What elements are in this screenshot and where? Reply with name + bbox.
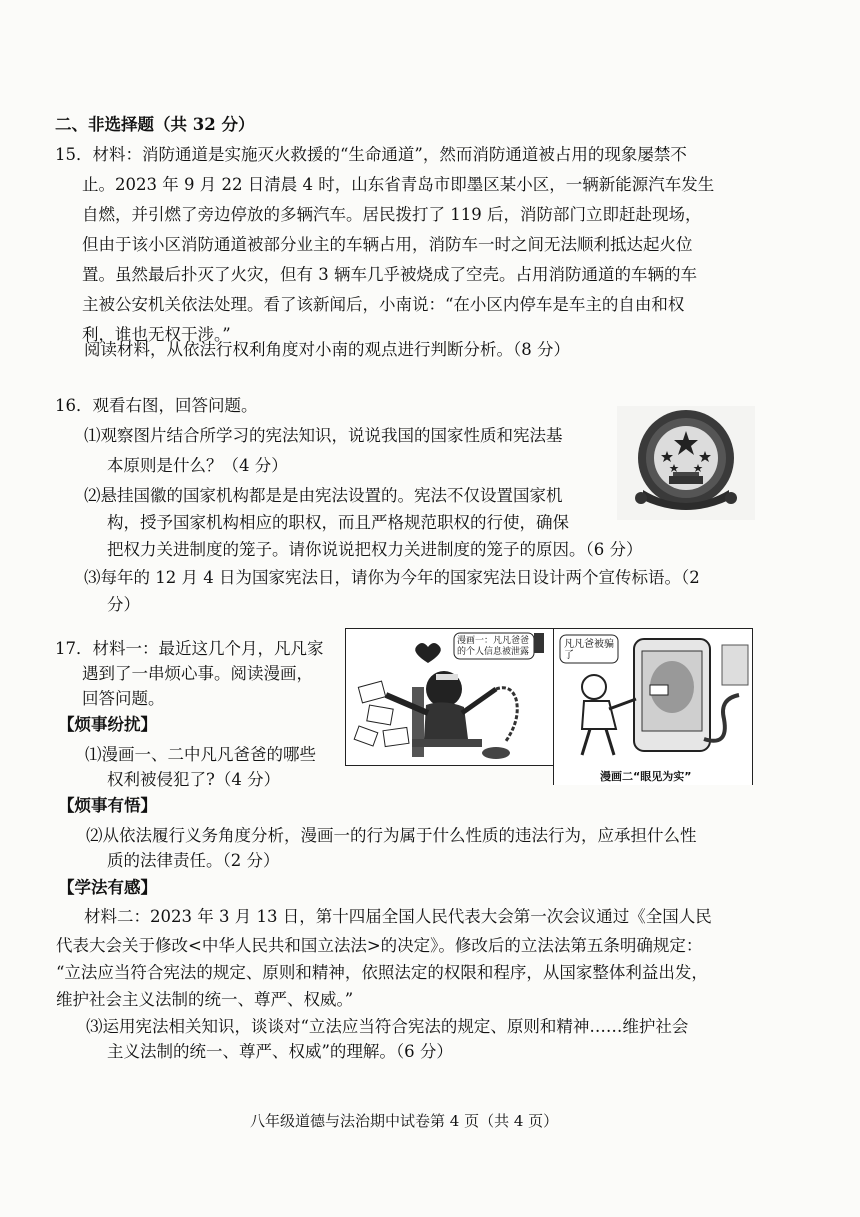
q17-material2-line: 材料二：2023 年 3 月 13 日，第十四届全国人民代表大会第一次会议通过《全国人民 (84, 907, 712, 926)
q15-line: 自燃，并引燃了旁边停放的多辆汽车。居民拨打了 119 后，消防部门立即赶赴现场， (82, 205, 702, 224)
q15-line: 利，谁也无权干涉。” (82, 325, 231, 344)
q15-prompt: 阅读材料，从依法行权利角度对小南的观点进行判断分析。（8 分） (84, 340, 570, 359)
q16-line: ⑶每年的 12 月 4 日为国家宪法日，请你为今年的国家宪法日设计两个宣传标语。（2 (84, 568, 700, 587)
q15-line: 15．材料：消防通道是实施灭火救援的“生命通道”，然而消防通道被占用的现象屡禁不 (55, 145, 687, 164)
q15-line: 止。2023 年 9 月 22 日清晨 4 时，山东省青岛市即墨区某小区，一辆新能源汽车发生 (82, 175, 715, 194)
comic-one-image (345, 628, 554, 766)
q16-line: 把权力关进制度的笼子。请你说说把权力关进制度的笼子的原因。（6 分） (107, 540, 643, 559)
q17-q2-line: 质的法律责任。（2 分） (107, 851, 280, 870)
q17-material2-line: “立法应当符合宪法的规定、原则和精神，依照法定的权限和程序，从国家整体利益出发， (56, 963, 708, 982)
q16-line: 构，授予国家机构相应的职权，而且严格规范职权的行使，确保 (107, 513, 569, 532)
q16-line: ⑵悬挂国徽的国家机构都是是由宪法设置的。宪法不仅设置国家机 (84, 486, 563, 505)
q16-line: ⑴观察图片结合所学习的宪法知识，说说我国的国家性质和宪法基 (84, 426, 563, 445)
q15-line: 主被公安机关依法处理。看了该新闻后，小南说：“在小区内停车是车主的自由和权 (82, 295, 685, 314)
q17-heading-2: 【烦事有悟】 (58, 796, 157, 815)
q17-material2-line: 代表大会关于修改<中华人民共和国立法法>的决定》。修改后的立法法第五条明确规定： (56, 936, 703, 955)
q17-intro-line: 回答问题。 (82, 689, 165, 708)
q17-q3-line: ⑶运用宪法相关知识，谈谈对“立法应当符合宪法的规定、原则和精神……维护社会 (86, 1017, 689, 1036)
q16-line: 本原则是什么？（4 分） (107, 456, 288, 475)
q17-material2-line: 维护社会主义法制的统一、尊严、权威。” (56, 990, 354, 1009)
q15-line: 置。虽然最后扑灭了火灾，但有 3 辆车几乎被烧成了空壳。占用消防通道的车辆的车 (82, 265, 697, 284)
q17-intro-line: 遇到了一串烦心事。阅读漫画， (82, 664, 313, 683)
q17-q2-line: ⑵从依法履行义务角度分析，漫画一的行为属于什么性质的违法行为，应承担什么性 (86, 826, 697, 845)
q17-intro-line: 17．材料一：最近这几个月，凡凡家 (55, 639, 324, 658)
comic-two-image (553, 628, 753, 785)
q15-line: 但由于该小区消防通道被部分业主的车辆占用，消防车一时之间无法顺利抵达起火位 (82, 235, 693, 254)
q17-heading-1: 【烦事纷扰】 (58, 715, 157, 734)
comic-two-bubble: 凡凡爸被骗了 (564, 639, 614, 661)
page-footer: 八年级道德与法治期中试卷第 4 页（共 4 页） (250, 1112, 559, 1130)
q16-intro: 16．观看右图，回答问题。 (55, 396, 258, 415)
comic-two-caption: 漫画二“眼见为实” (600, 770, 692, 783)
section-title: 二、非选择题（共 32 分） (55, 115, 255, 134)
q17-q1-line: 权利被侵犯了?（4 分） (107, 770, 281, 789)
q17-heading-3: 【学法有感】 (58, 878, 157, 897)
q17-q1-line: ⑴漫画一、二中凡凡爸爸的哪些 (85, 745, 316, 764)
national-emblem-image (617, 406, 755, 520)
q17-q3-line: 主义法制的统一、尊严、权威”的理解。（6 分） (107, 1042, 453, 1061)
q16-line: 分） (107, 595, 140, 614)
comic-one-bubble: 漫画一：凡凡爸爸的个人信息被泄露 (457, 636, 530, 657)
